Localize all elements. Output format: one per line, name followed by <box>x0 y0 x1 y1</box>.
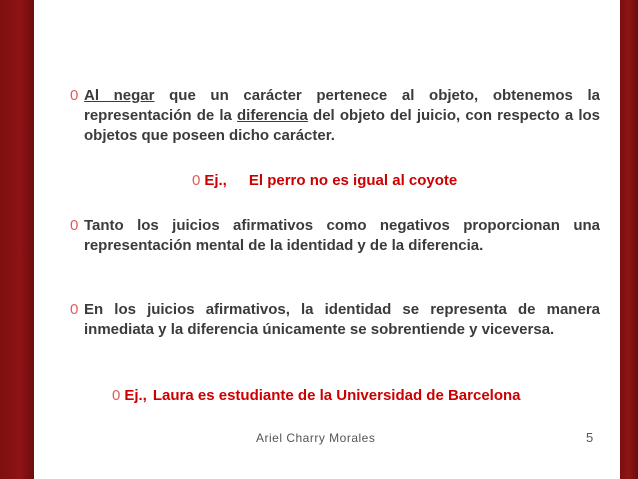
example-2 <box>112 386 521 406</box>
example-2-label: Ej., <box>124 387 147 404</box>
bullet-icon: 0 <box>192 172 201 189</box>
paragraph-affirmative: En los juicios afirmativos, la identidad se representa de manera inmediata y la diferencia únicamente se sobrentiende y viceversa. <box>84 301 600 338</box>
page-number: 5 <box>586 430 594 445</box>
bullet-icon: 0 <box>112 387 121 404</box>
term-al-negar: Al negar <box>84 87 155 104</box>
right-decorative-bar <box>620 0 638 479</box>
left-decorative-bar <box>0 0 34 479</box>
paragraph-negation <box>84 86 600 146</box>
example-1-label: Ej., <box>204 172 227 189</box>
example-1-text: El perro no es igual al coyote <box>248 172 458 189</box>
example-1 <box>192 171 457 191</box>
bullet-icon: 0 <box>70 301 79 318</box>
paragraph-negation-text-1: que un carácter pertenece al objeto, obtenemos la representación de la <box>84 87 600 124</box>
bullet-icon: 0 <box>70 87 79 104</box>
paragraph-judgments: Tanto los juicios afirmativos como negativos proporcionan una representación mental de la identidad y de la diferencia. <box>84 217 600 254</box>
bullet-icon: 0 <box>70 217 79 234</box>
footer-author: Ariel Charry Morales <box>256 431 376 445</box>
paragraph-negation-text-2: del objeto del juicio, con respecto a los objetos que poseen dicho carácter. <box>84 107 600 144</box>
term-diferencia: diferencia <box>237 107 308 124</box>
example-2-text: Laura es estudiante de la Universidad de Barcelona <box>152 387 521 404</box>
